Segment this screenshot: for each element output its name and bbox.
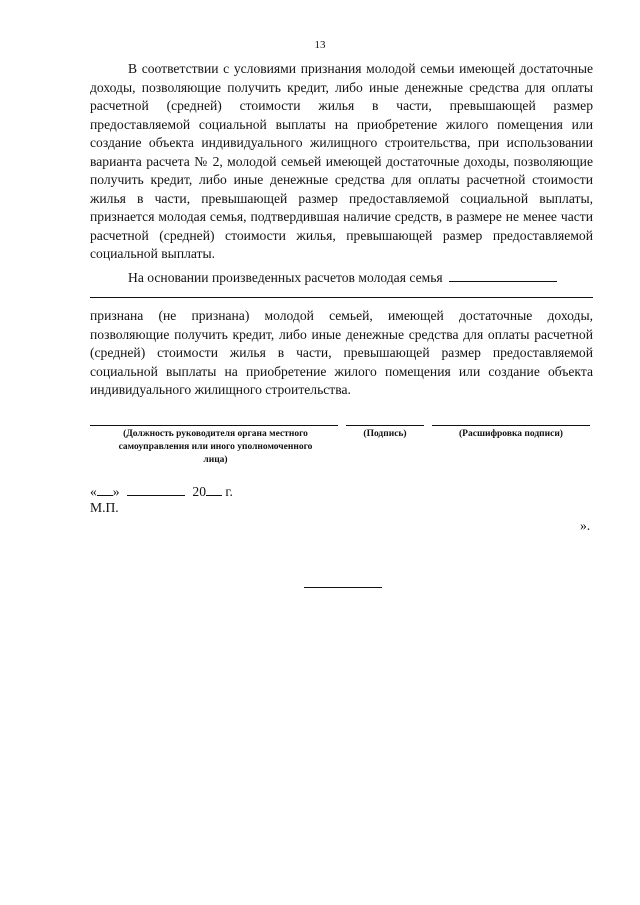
signature-line xyxy=(346,425,424,426)
date-year-suffix: г. xyxy=(225,484,233,499)
family-name-full-line xyxy=(90,297,593,298)
basis-text: На основании произведенных расчетов молодая семья xyxy=(128,270,443,285)
signature-caption: (Подпись) xyxy=(363,429,407,439)
family-name-blank xyxy=(449,269,557,282)
closing-mark: ». xyxy=(580,518,591,533)
paragraph-decision: признана (не признана) молодой семьей, имеющей достаточные доходы, позволяющие получить кредит, либо иные денежные средства для оплаты расчетной (средней) стоимости жилья в части, превышающей размер предоставляемой социальной выплаты на приобретение жилого помещения или создание объекта индивидуального жилищного строительства. xyxy=(90,308,593,397)
decoding-caption: (Расшифровка подписи) xyxy=(459,429,563,439)
date-year-blank xyxy=(206,483,222,496)
decoding-signature-line xyxy=(432,425,590,426)
page-number: 13 xyxy=(314,39,326,51)
date-line xyxy=(90,483,233,500)
date-year-prefix: 20 xyxy=(192,484,206,499)
position-signature-line xyxy=(90,425,338,426)
stamp-label: М.П. xyxy=(90,500,119,515)
date-day-blank xyxy=(97,483,113,496)
paragraph-conditions: В соответствии с условиями признания молодой семьи имеющей достаточные доходы, позволяющие получить кредит, либо иные денежные средства для оплаты расчетной (средней) стоимости жилья в части, превышающей размер предоставляемой социальной выплаты на приобретение жилого помещения или создание объекта индивидуального жилищного строительства, при использовании варианта расчета № 2, молодой семьей имеющей достаточные доходы, позволяющие получить кредит, либо иные денежные средства для оплаты расчетной стоимости жилья в части, превышающей размер предоставляемой социальной выплаты, признается молодая семья, подтвердившая наличие средств, в размере не менее части расчетной (средней) стоимости жилья, превышающей размер предоставляемой социальной выплаты. xyxy=(90,61,593,261)
basis-line xyxy=(128,269,557,286)
position-caption: (Должность руководителя органа местного самоуправления или иного уполномоченного лица) xyxy=(118,429,313,465)
end-divider xyxy=(304,587,382,588)
date-month-blank xyxy=(127,483,185,496)
date-open-quote: « xyxy=(90,484,97,499)
date-close-quote: » xyxy=(112,484,120,499)
